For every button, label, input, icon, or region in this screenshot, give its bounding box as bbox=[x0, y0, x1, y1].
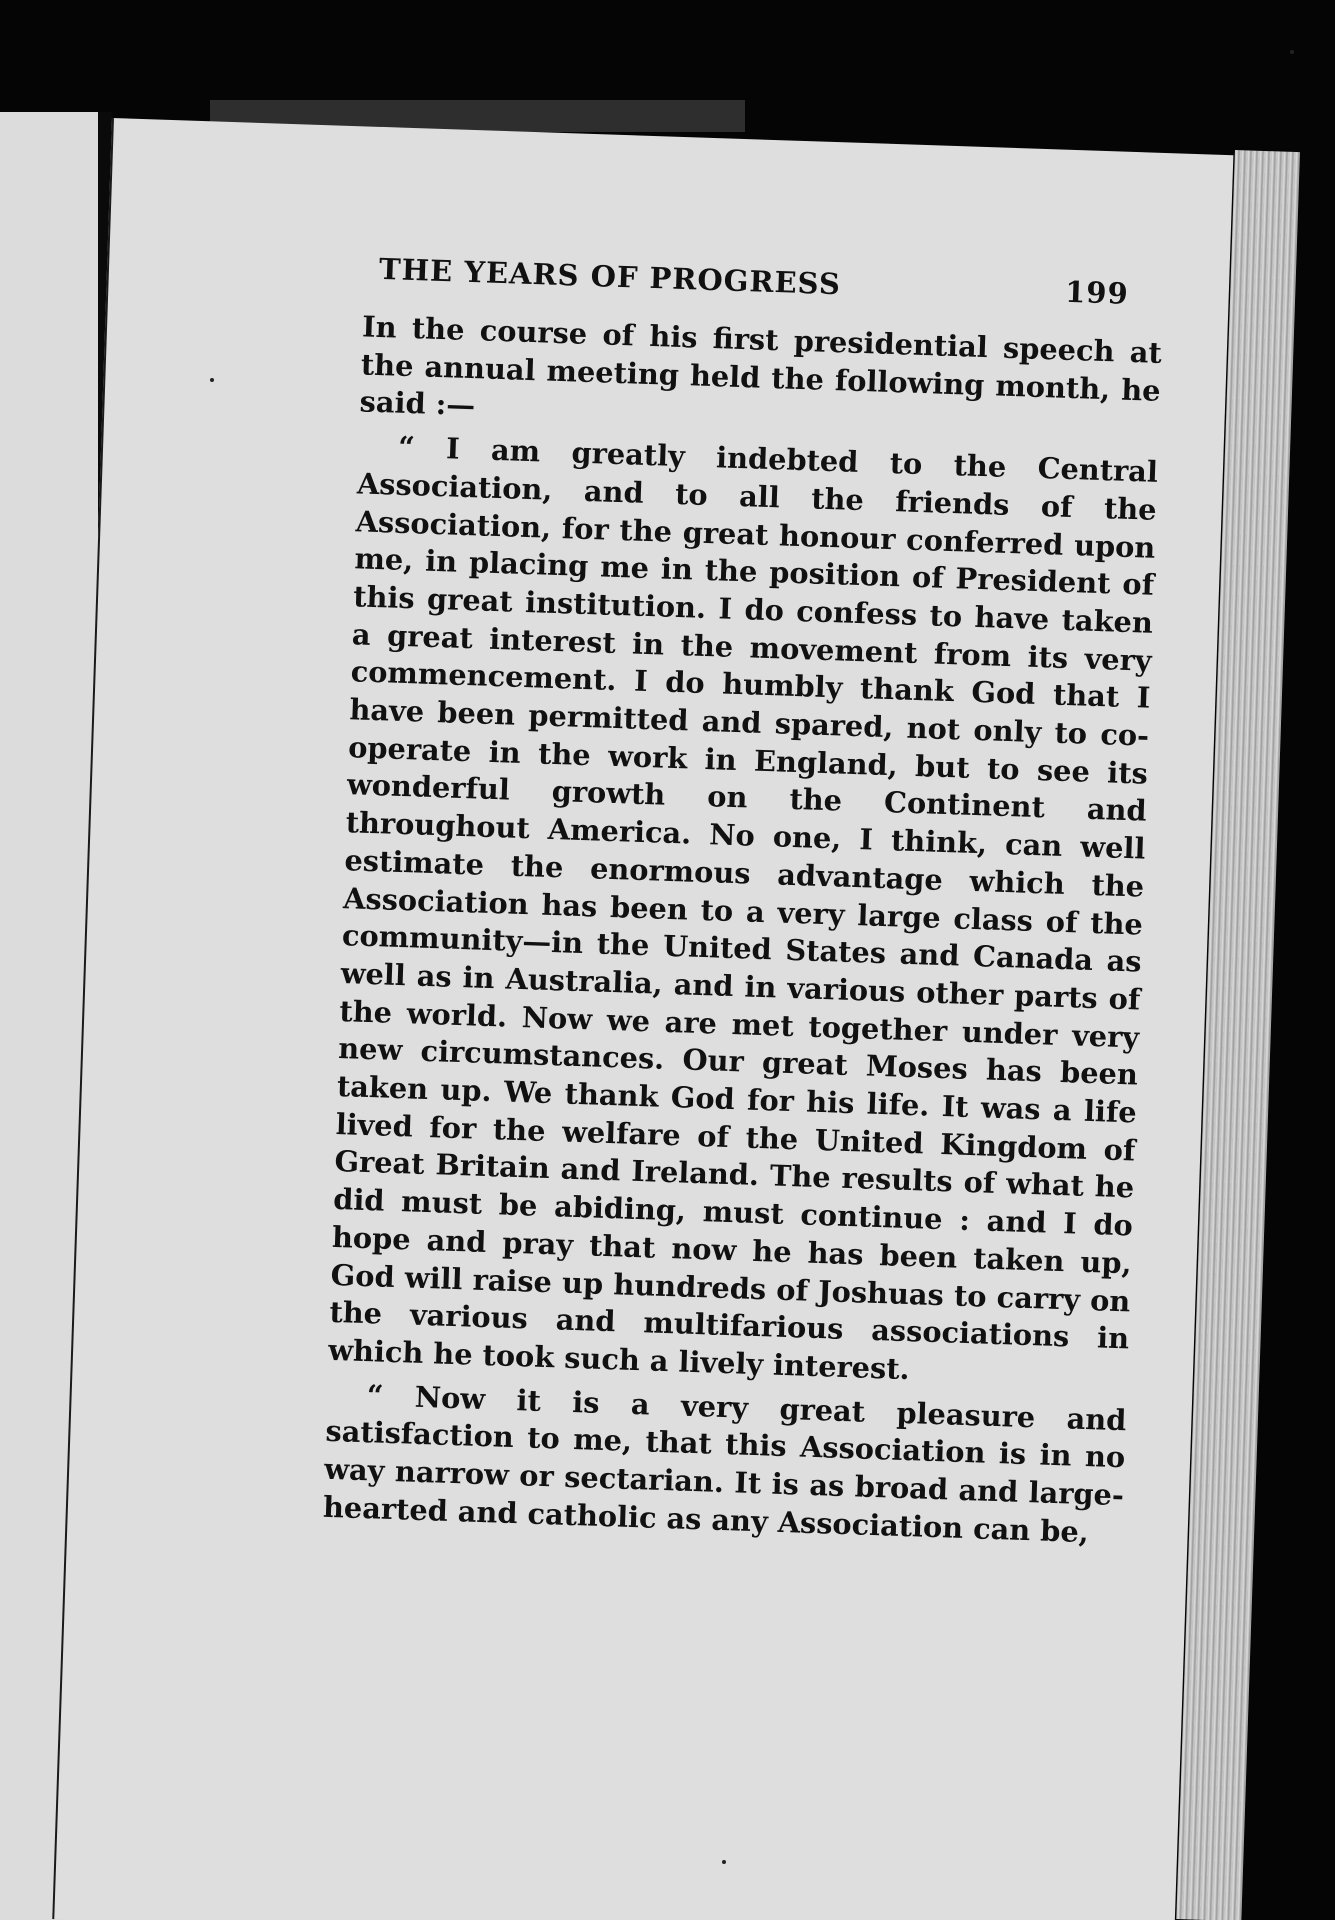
body-text bbox=[322, 308, 1162, 1558]
paragraph-intro: In the course of his first presidential speech at the annual meeting held the following month, he said :— bbox=[359, 309, 1163, 423]
paragraph-quote-1: “ I am greatly indebted to the Central Association, and to all the friends of the Association, for the great honour conferred upon me, in placing me in the position of President of this great institution. I do confess to have taken a great interest in the movement from its very commencement. I do humbly thank God that I have been permitted and spared, not only to co-operate in the work in England, but to see its wonderful growth on the Continent and throughout America. No one, I think, can well estimate the enormous advantage which the Association has been to a very large class of the community—in the United States and Canada as well as in Australia, and in various other parts of the world. Now we are met together under very new circumstances. Our great Moses has been taken up. We thank God for his life. It was a life lived for the welfare of the United Kingdom of Great Britain and Ireland. The results of what he did must be abiding, must continue : and I do hope and pray that now he has been taken up, God will raise up hundreds of Joshuas to carry on the various and multifarious associations in which he took such a lively interest. bbox=[327, 429, 1159, 1387]
scan-speck bbox=[722, 1860, 726, 1864]
scan-speck bbox=[210, 378, 214, 382]
page-number: 199 bbox=[1064, 274, 1130, 311]
book-page bbox=[52, 118, 1233, 1920]
running-header bbox=[378, 251, 1160, 311]
scan-speck bbox=[1290, 50, 1294, 54]
page-title: THE YEARS OF PROGRESS bbox=[378, 251, 842, 302]
paragraph-quote-2: “ Now it is a very great pleasure and satisfaction to me, that this Association is in no way narrow or sectarian. It is as broad and large-hearted and catholic as any Association can be, bbox=[322, 1377, 1127, 1549]
